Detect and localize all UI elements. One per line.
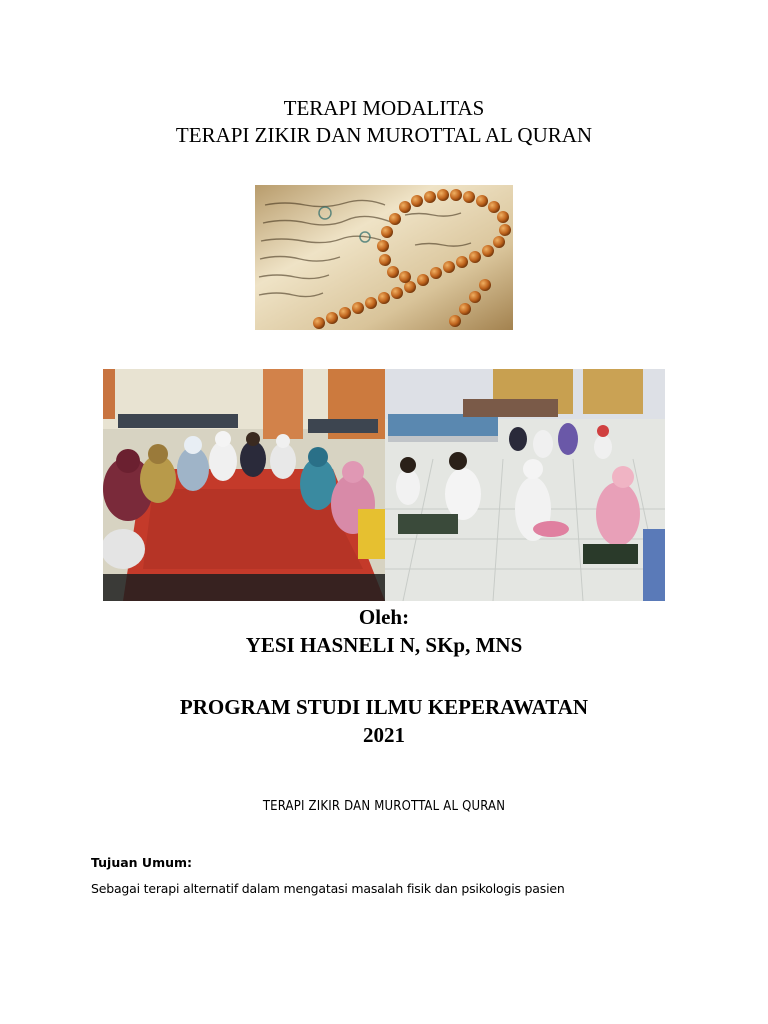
program-block bbox=[0, 693, 768, 749]
title-line-1: TERAPI MODALITAS bbox=[283, 96, 485, 120]
by-label: Oleh: bbox=[358, 605, 410, 629]
title-line-2: TERAPI ZIKIR DAN MUROTTAL AL QURAN bbox=[175, 123, 593, 147]
section-heading: TERAPI ZIKIR DAN MUROTTAL AL QURAN bbox=[262, 799, 506, 814]
group-dhikr-session-photo bbox=[103, 369, 665, 601]
program-name: PROGRAM STUDI ILMU KEPERAWATAN bbox=[179, 695, 589, 719]
cover-title bbox=[0, 95, 768, 149]
author-name: YESI HASNELI N, SKp, MNS bbox=[245, 633, 523, 657]
goal-text: Sebagai terapi alternatif dalam mengatasi masalah fisik dan psikologis pasien bbox=[91, 881, 565, 896]
year: 2021 bbox=[363, 723, 405, 747]
author-block bbox=[0, 603, 768, 659]
goal-label: Tujuan Umum: bbox=[91, 855, 193, 870]
quran-and-prayer-beads-photo bbox=[255, 185, 513, 330]
